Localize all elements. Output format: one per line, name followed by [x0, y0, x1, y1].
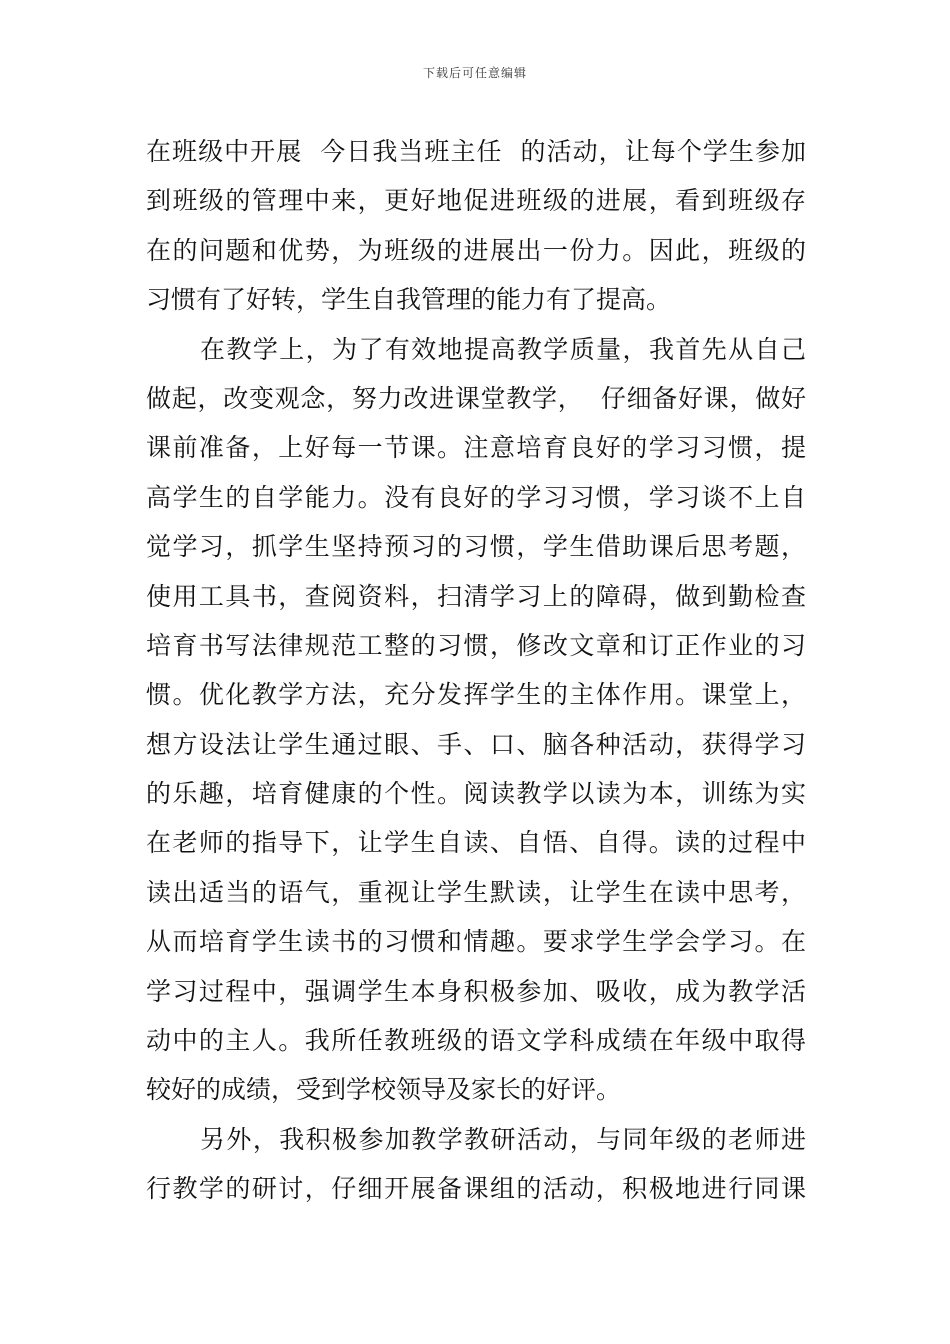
text-line: 课前准备，上好每一节课。注意培育良好的学习习惯，提: [146, 433, 806, 463]
text-line: 学习过程中，强调学生本身积极参加、吸收，成为教学活: [146, 976, 806, 1006]
text-line: 在班级中开展 今日我当班主任 的活动，让每个学生参加: [146, 137, 806, 166]
text-line: 到班级的管理中来，更好地促进班级的进展，看到班级存: [146, 186, 806, 216]
text-line: 高学生的自学能力。没有良好的学习习惯，学习谈不上自: [146, 482, 806, 512]
text-line: 的乐趣，培育健康的个性。阅读教学以读为本，训练为实: [146, 779, 806, 809]
text-line: 觉学习，抓学生坚持预习的习惯，学生借助课后思考题，: [146, 532, 806, 562]
text-line: 从而培育学生读书的习惯和情趣。要求学生学会学习。在: [146, 927, 806, 957]
page-header: 下载后可任意编辑: [422, 66, 527, 80]
body-text: [146, 127, 806, 1214]
text-line: 在教学上，为了有效地提高教学质量，我首先从自己: [200, 334, 806, 364]
text-line: 读出适当的语气，重视让学生默读，让学生在读中思考，: [146, 877, 806, 907]
text-line: 做起，改变观念，努力改进课堂教学， 仔细备好课，做好: [146, 383, 806, 413]
text-line: 培育书写法律规范工整的习惯，修改文章和订正作业的习: [146, 630, 806, 660]
text-line: 另外，我积极参加教学教研活动，与同年级的老师进: [200, 1124, 806, 1154]
text-line: 使用工具书，查阅资料，扫清学习上的障碍，做到勤检查: [146, 581, 806, 611]
text-line: 行教学的研讨，仔细开展备课组的活动，积极地进行同课: [146, 1174, 806, 1204]
text-line: 惯。优化教学方法，充分发挥学生的主体作用。课堂上，: [146, 680, 806, 710]
text-line: 在老师的指导下，让学生自读、自悟、自得。读的过程中: [146, 828, 806, 858]
text-line: 习惯有了好转，学生自我管理的能力有了提高。: [146, 285, 672, 315]
text-line: 在的问题和优势，为班级的进展出一份力。因此，班级的: [146, 235, 806, 265]
text-line: 想方设法让学生通过眼、手、口、脑各种活动，获得学习: [146, 729, 806, 759]
text-line: 动中的主人。我所任教班级的语文学科成绩在年级中取得: [146, 1026, 806, 1056]
text-line: 较好的成绩，受到学校领导及家长的好评。: [146, 1075, 622, 1105]
